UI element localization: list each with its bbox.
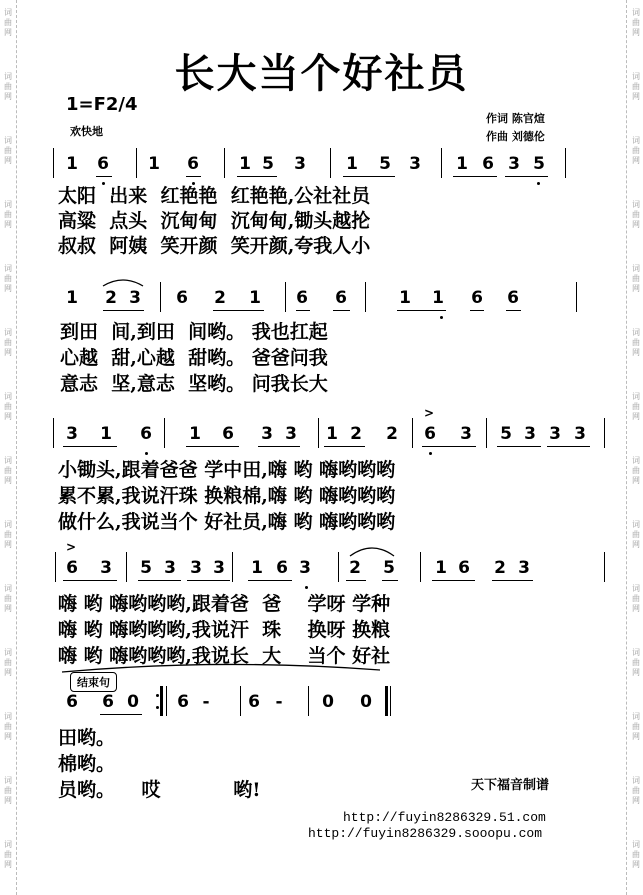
note: 2 [494,558,506,578]
note: 5 [140,558,152,578]
watermark-glyph: 曲 [4,18,12,27]
lyric-line: 嗨 哟 嗨哟哟哟,我说长 大 当个 好社 [58,645,391,667]
note: 5 [533,154,545,174]
watermark-glyph: 词 [4,200,12,209]
watermark-glyph: 曲 [632,594,640,603]
note: 6 [140,424,152,444]
note: 3 [213,558,225,578]
watermark-glyph: 曲 [4,786,12,795]
note: 1 [435,558,447,578]
note: 3 [508,154,520,174]
note: 1 [456,154,468,174]
watermark-glyph: 网 [632,668,640,677]
watermark-glyph: 词 [632,456,640,465]
watermark-glyph: 曲 [4,146,12,155]
watermark-glyph: 曲 [632,658,640,667]
note: 1 [66,288,78,308]
lyric-line: 意志 坚,意志 坚哟。 问我长大 [60,373,328,395]
note: 1 [100,424,112,444]
watermark-glyph: 词 [4,840,12,849]
watermark-glyph: 曲 [632,146,640,155]
note: 6 [176,288,188,308]
note: 2 [214,288,226,308]
watermark-glyph: 曲 [4,530,12,539]
watermark-glyph: 网 [4,604,12,613]
watermark-glyph: 词 [4,264,12,273]
watermark-glyph: 网 [4,348,12,357]
note: 0 [127,692,139,712]
watermark-glyph: 曲 [4,338,12,347]
lyric-line: 到田 间,到田 间哟。 我也扛起 [60,321,328,343]
watermark-glyph: 词 [4,328,12,337]
note: 6 [222,424,234,444]
watermark-glyph: 网 [632,476,640,485]
note: 6 [248,692,260,712]
note: 6 [482,154,494,174]
watermark-glyph: 网 [4,476,12,485]
note: 6 [424,424,436,444]
ending-label: 结束句 [70,672,117,692]
note: 1 [249,288,261,308]
watermark-glyph: 词 [632,72,640,81]
watermark-glyph: 网 [632,28,640,37]
lyric-line: 叔叔 阿姨 笑开颜 笑开颜,夸我人小 [58,235,371,257]
lyric-line: 小锄头,跟着爸爸 学中田,嗨 哟 嗨哟哟哟 [58,459,396,481]
note: 3 [299,558,311,578]
watermark-glyph: 词 [632,840,640,849]
watermark-glyph: 词 [4,584,12,593]
watermark-glyph: 词 [632,200,640,209]
note: 2 [349,558,361,578]
note: 1 [66,154,78,174]
watermark-glyph: 词 [632,392,640,401]
note: 1 [189,424,201,444]
note: 6 [471,288,483,308]
watermark-glyph: 网 [4,284,12,293]
note: 3 [294,154,306,174]
watermark-glyph: 网 [632,156,640,165]
watermark-glyph: 词 [632,648,640,657]
watermark-glyph: 曲 [4,274,12,283]
note: 2 [105,288,117,308]
watermark-glyph: 网 [4,540,12,549]
watermark-glyph: 词 [4,712,12,721]
note: 6 [97,154,109,174]
watermark-glyph: 网 [632,348,640,357]
watermark-glyph: 词 [4,392,12,401]
note: 1 [432,288,444,308]
watermark-glyph: 词 [4,648,12,657]
watermark-glyph: 曲 [632,530,640,539]
watermark-glyph: 词 [4,520,12,529]
lyric-line: 太阳 出来 红艳艳 红艳艳,公社社员 [58,185,371,207]
note: 0 [360,692,372,712]
watermark-glyph: 网 [632,860,640,869]
watermark-glyph: 曲 [632,210,640,219]
watermark-glyph: 网 [4,668,12,677]
watermark-glyph: 网 [4,860,12,869]
note: 6 [66,692,78,712]
website-link[interactable]: http://fuyin8286329.51.com [343,810,546,825]
note: 3 [460,424,472,444]
watermark-glyph: 网 [632,220,640,229]
watermark-glyph: 词 [4,776,12,785]
watermark-glyph: 曲 [632,274,640,283]
note: 1 [346,154,358,174]
note: 1 [326,424,338,444]
lyric-line: 嗨 哟 嗨哟哟哟,跟着爸 爸 学呀 学种 [58,593,391,615]
watermark-glyph: 网 [4,220,12,229]
note: 3 [285,424,297,444]
watermark-glyph: 词 [632,136,640,145]
watermark-glyph: 曲 [4,594,12,603]
note: 0 [322,692,334,712]
watermark-glyph: 网 [632,732,640,741]
note: 5 [262,154,274,174]
note: 6 [66,558,78,578]
watermark-glyph: 词 [632,264,640,273]
note: 6 [276,558,288,578]
watermark-glyph: 曲 [632,82,640,91]
note: 2 [386,424,398,444]
lyric-line: 棉哟。 [58,753,116,775]
watermark-glyph: 曲 [4,850,12,859]
watermark-glyph: 网 [632,540,640,549]
note: 1 [239,154,251,174]
note: 5 [379,154,391,174]
watermark-glyph: 网 [4,92,12,101]
lyric-line: 做什么,我说当个 好社员,嗨 哟 嗨哟哟哟 [58,511,396,533]
lyric-line: 累不累,我说汗珠 换粮棉,嗨 哟 嗨哟哟哟 [58,485,396,507]
watermark-glyph: 曲 [632,466,640,475]
note: 6 [507,288,519,308]
accent-mark: > [66,540,77,554]
lyric-line: 高粱 点头 沉甸甸 沉甸甸,锄头越抡 [58,210,371,232]
watermark-glyph: 曲 [632,786,640,795]
note: 3 [66,424,78,444]
note: 6 [187,154,199,174]
note: 1 [251,558,263,578]
watermark-glyph: 词 [632,776,640,785]
watermark-glyph: 词 [632,584,640,593]
watermark-glyph: 网 [632,284,640,293]
lyric-line: 员哟。 哎 哟! [58,779,261,801]
tempo-marking: 欢快地 [70,125,103,138]
watermark-glyph: 曲 [4,658,12,667]
note: 3 [524,424,536,444]
note: 1 [399,288,411,308]
website-link[interactable]: http://fuyin8286329.sooopu.com [308,826,543,841]
note: 5 [500,424,512,444]
note: - [275,692,283,712]
note: 3 [409,154,421,174]
watermark-glyph: 曲 [4,82,12,91]
watermark-glyph: 网 [632,604,640,613]
watermark-glyph: 曲 [632,18,640,27]
slur [350,548,394,556]
note: 6 [177,692,189,712]
key-signature: 1=F2/4 [66,94,138,115]
note: 3 [100,558,112,578]
accent-mark: > [424,406,435,420]
watermark-glyph: 曲 [4,466,12,475]
watermark-glyph: 曲 [4,210,12,219]
watermark-glyph: 词 [4,136,12,145]
note: 6 [296,288,308,308]
producer-credit: 天下福音制谱 [471,778,550,793]
watermark-glyph: 曲 [4,722,12,731]
song-title: 长大当个好社员 [174,51,469,97]
note: 3 [574,424,586,444]
watermark-glyph: 网 [4,796,12,805]
note: 5 [383,558,395,578]
note: 3 [518,558,530,578]
watermark-glyph: 网 [632,92,640,101]
watermark-glyph: 网 [4,28,12,37]
note: 3 [190,558,202,578]
watermark-glyph: 曲 [632,402,640,411]
composer-credit: 作曲 刘德伦 [486,130,545,143]
note: 3 [549,424,561,444]
note: 3 [164,558,176,578]
watermark-glyph: 词 [632,328,640,337]
lyric-line: 嗨 哟 嗨哟哟哟,我说汗 珠 换呀 换粮 [58,619,391,641]
note: 3 [261,424,273,444]
watermark-glyph: 词 [4,456,12,465]
note: - [202,692,210,712]
watermark-glyph: 词 [4,72,12,81]
watermark-glyph: 网 [632,796,640,805]
watermark-glyph: 词 [4,8,12,17]
watermark-glyph: 曲 [632,338,640,347]
slur [103,280,143,286]
watermark-glyph: 词 [632,520,640,529]
watermark-glyph: 词 [632,8,640,17]
lyric-line: 田哟。 [58,727,116,749]
watermark-glyph: 网 [4,156,12,165]
watermark-glyph: 网 [4,732,12,741]
lyricist-credit: 作词 陈官煊 [486,112,545,125]
watermark-glyph: 词 [632,712,640,721]
watermark-glyph: 曲 [632,722,640,731]
watermark-glyph: 曲 [4,402,12,411]
watermark-glyph: 曲 [632,850,640,859]
note: 2 [350,424,362,444]
note: 6 [458,558,470,578]
watermark-glyph: 网 [4,412,12,421]
watermark-glyph: 网 [632,412,640,421]
lyric-line: 心越 甜,心越 甜哟。 爸爸问我 [60,347,328,369]
note: 1 [148,154,160,174]
note: 6 [335,288,347,308]
note: 3 [129,288,141,308]
note: 6 [102,692,114,712]
